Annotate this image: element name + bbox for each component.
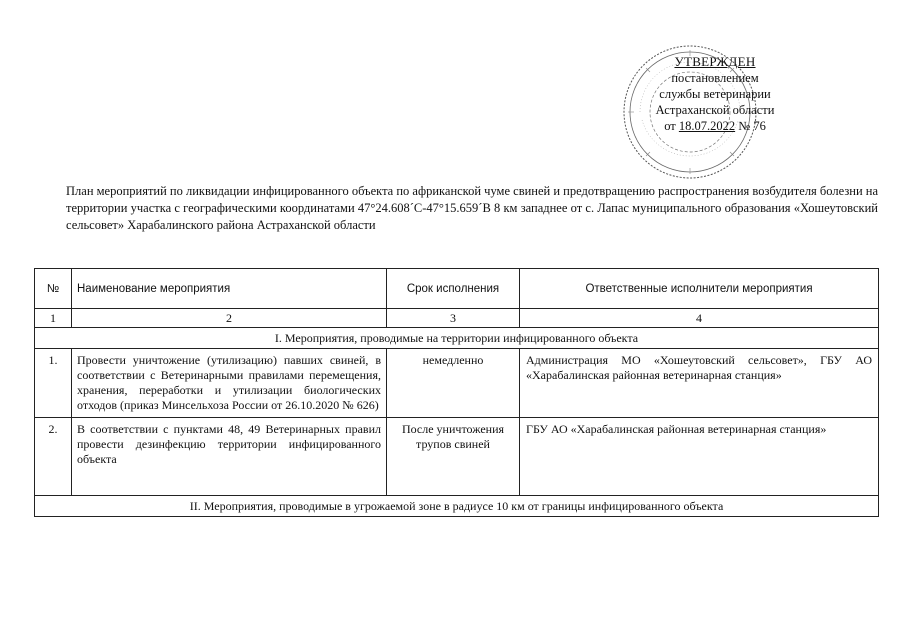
column-number: 3 [387,309,520,328]
approval-line-1: постановлением [671,71,759,85]
table-header-row [35,269,879,309]
table-row [35,349,879,418]
section-row-1 [35,328,879,349]
approval-title: УТВЕРЖДЕН [674,54,756,69]
row-responsible: Администрация МО «Хошеутовский сельсовет», ГБУ АО «Харабалинская районная ветеринарная станция» [520,349,879,418]
table-row [35,418,879,496]
section-row-2 [35,496,879,517]
approval-date: 18.07.2022 [678,119,736,133]
header-number: № [35,269,72,309]
column-number: 4 [520,309,879,328]
approval-block [640,54,790,134]
measures-table [34,268,879,517]
row-deadline: немедленно [387,349,520,418]
row-number: 1. [35,349,72,418]
row-responsible: ГБУ АО «Харабалинская районная ветеринарная станция» [520,418,879,496]
header-deadline: Срок исполнения [387,269,520,309]
row-number: 2. [35,418,72,496]
column-number-row [35,309,879,328]
approval-number-prefix: № [738,119,751,133]
section-title-2: II. Мероприятия, проводимые в угрожаемой зоне в радиусе 10 км от границы инфицированного объекта [35,496,879,517]
approval-date-line [640,118,790,134]
column-number: 1 [35,309,72,328]
approval-number: 76 [753,119,766,133]
header-responsible: Ответственные исполнители мероприятия [520,269,879,309]
header-measure-name: Наименование мероприятия [72,269,387,309]
column-number: 2 [72,309,387,328]
approval-line-2: службы ветеринарии [659,87,771,101]
row-measure-name: Провести уничтожение (утилизацию) павших свиней, в соответствии с Ветеринарными правилами перемещения, хранения, переработки и утилизации биологических отходов (приказ Минсельхоза России от 26.10.2020 № 626) [72,349,387,418]
section-title-1: I. Мероприятия, проводимые на территории инфицированного объекта [35,328,879,349]
approval-line-3: Астраханской области [655,103,775,117]
document-title: План мероприятий по ликвидации инфицированного объекта по африканской чуме свиней и предотвращению распространения возбудителя болезни на территории участка с географическими координатами 47°24.608´С-47°15.659´В 8 км западнее от с. Лапас муниципального образования «Хошеутовский сельсовет» Харабалинского района Астраханской области [66,184,878,232]
row-deadline: После уничтожения трупов свиней [387,418,520,496]
approval-date-prefix: от [664,119,676,133]
row-measure-name: В соответствии с пунктами 48, 49 Ветеринарных правил провести дезинфекцию территории инфицированного объекта [72,418,387,496]
